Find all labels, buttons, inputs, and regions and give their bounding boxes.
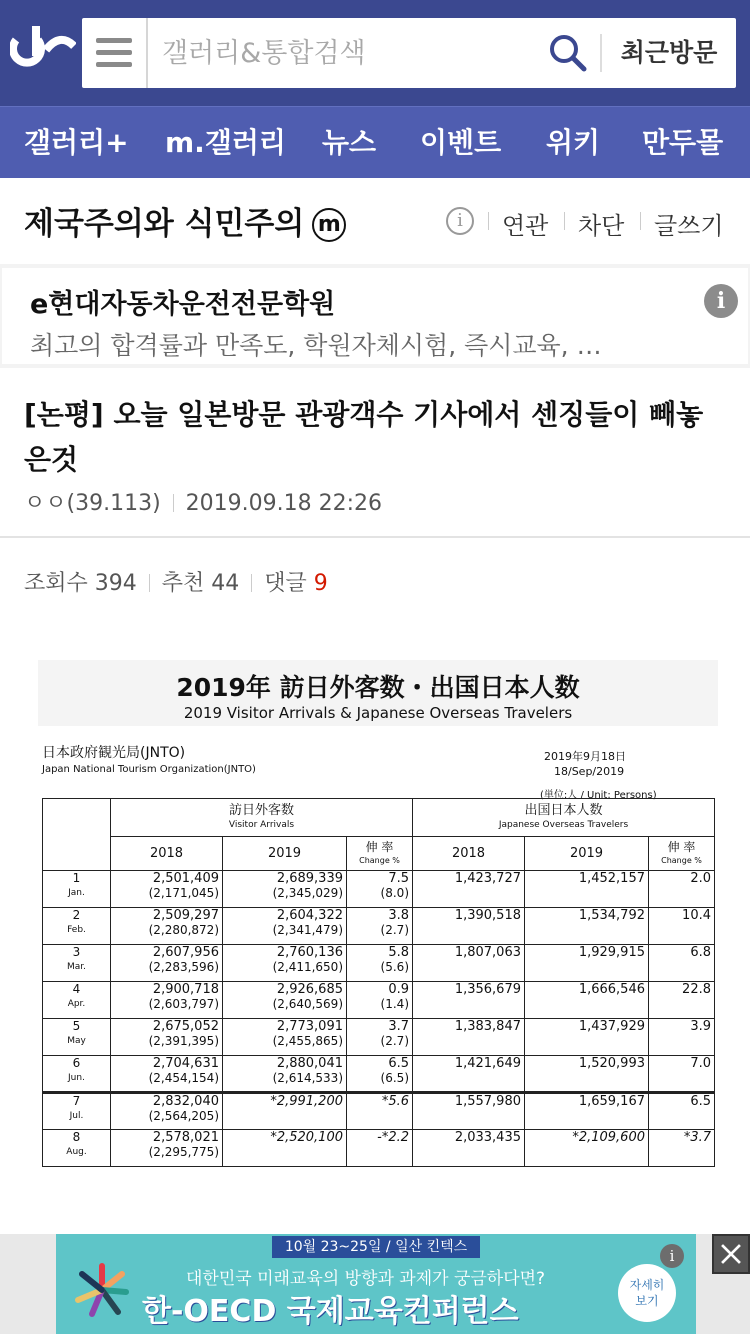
table-cell: 6.5 (6.5): [347, 1056, 413, 1093]
divider: [251, 574, 252, 592]
conference-logo-icon: [72, 1260, 132, 1320]
table-row: [43, 1093, 715, 1130]
post-author[interactable]: ㅇㅇ(39.113): [24, 491, 161, 516]
ad-card[interactable]: [2, 268, 748, 364]
table-cell: 7.0: [649, 1056, 715, 1093]
month-cell: 7 Jul.: [43, 1093, 111, 1130]
banner-info-icon[interactable]: i: [660, 1244, 684, 1268]
close-icon[interactable]: [712, 1234, 750, 1274]
bottom-banner: [0, 1234, 750, 1334]
banner-ad[interactable]: [56, 1234, 696, 1334]
post-meta: [24, 486, 382, 517]
table-row: [43, 908, 715, 945]
figure-date: 2019年9月18日: [544, 750, 626, 763]
table-cell: 2,675,052 (2,391,395): [111, 1019, 223, 1056]
table-cell: 2,760,136 (2,411,650): [223, 945, 347, 982]
figure-date-en: 18/Sep/2019: [554, 765, 625, 778]
table-cell: 6.8: [649, 945, 715, 982]
month-cell: 3 Mar.: [43, 945, 111, 982]
divider: [488, 212, 489, 230]
table-cell: 2,604,322 (2,341,479): [223, 908, 347, 945]
main-nav: [0, 106, 750, 178]
column-header: 2018: [111, 837, 223, 871]
top-header: [0, 0, 750, 106]
figure-org-en: Japan National Tourism Organization(JNTO): [42, 764, 256, 775]
nav-event[interactable]: 이벤트: [420, 126, 502, 159]
post-title: [논평] 오늘 일본방문 관광객수 기사에서 센징들이 빼놓은것: [24, 398, 704, 476]
minor-gallery-badge-icon: m: [312, 208, 346, 242]
table-cell: 2,578,021 (2,295,775): [111, 1130, 223, 1167]
table-cell: 2,501,409 (2,171,045): [111, 871, 223, 908]
dc-logo-icon[interactable]: [10, 26, 76, 78]
table-cell: 2,880,041 (2,614,533): [223, 1056, 347, 1093]
table-cell: 1,807,063: [413, 945, 525, 982]
month-cell: 1 Jan.: [43, 871, 111, 908]
table-row: [43, 1130, 715, 1167]
ad-info-icon[interactable]: i: [704, 284, 738, 318]
table-cell: 2,607,956 (2,283,596): [111, 945, 223, 982]
post-datetime: 2019.09.18 22:26: [185, 491, 383, 516]
banner-subtitle: 대한민국 미래교육의 방향과 과제가 궁금하다면?: [186, 1269, 546, 1289]
divider: [173, 494, 174, 512]
column-header: 伸 率 Change %: [649, 837, 715, 871]
search-input[interactable]: [162, 18, 542, 88]
nav-news[interactable]: 뉴스: [322, 126, 377, 159]
search-divider: [600, 34, 602, 72]
divider: [564, 212, 565, 230]
text-ad: [0, 264, 750, 368]
table-cell: 3.9: [649, 1019, 715, 1056]
table-cell: 1,929,915: [525, 945, 649, 982]
divider: [640, 212, 641, 230]
banner-more-button[interactable]: 자세히 보기: [618, 1264, 676, 1322]
search-icon[interactable]: [548, 33, 588, 73]
table-cell: *5.6: [347, 1093, 413, 1130]
table-cell: 2,832,040 (2,564,205): [111, 1093, 223, 1130]
month-cell: 4 Apr.: [43, 982, 111, 1019]
write-link[interactable]: 글쓰기: [654, 212, 724, 240]
post-stats: [24, 566, 328, 597]
table-cell: 2,704,631 (2,454,154): [111, 1056, 223, 1093]
nav-wiki[interactable]: 위키: [546, 126, 601, 159]
table-cell: 5.8 (5.6): [347, 945, 413, 982]
table-cell: 0.9 (1.4): [347, 982, 413, 1019]
table-cell: 2,900,718 (2,603,797): [111, 982, 223, 1019]
ad-description: 최고의 합격률과 만족도, 학원자체시험, 즉시교육, …: [30, 331, 602, 360]
table-cell: 1,421,649: [413, 1056, 525, 1093]
table-cell: 2,773,091 (2,455,865): [223, 1019, 347, 1056]
divider: [149, 574, 150, 592]
table-cell: -*2.2: [347, 1130, 413, 1167]
month-cell: 2 Feb.: [43, 908, 111, 945]
table-row: [43, 945, 715, 982]
nav-gallery-plus[interactable]: 갤러리+: [24, 126, 129, 159]
ad-title[interactable]: e현대자동차운전전문학원: [30, 289, 336, 320]
table-cell: 7.5 (8.0): [347, 871, 413, 908]
table-cell: 1,383,847: [413, 1019, 525, 1056]
related-link[interactable]: 연관: [502, 212, 549, 240]
gallery-title-text: 제국주의와 식민주의: [24, 206, 305, 242]
figure-title: 2019年 訪日外客数・出国日本人数: [176, 673, 580, 702]
table-cell: 22.8: [649, 982, 715, 1019]
figure-subtitle: 2019 Visitor Arrivals & Japanese Overseas Travelers: [183, 704, 573, 722]
table-cell: 1,557,980: [413, 1093, 525, 1130]
table-cell: 10.4: [649, 908, 715, 945]
table-row: [43, 871, 715, 908]
post-image[interactable]: [38, 660, 718, 1174]
table-cell: 2.0: [649, 871, 715, 908]
table-cell: 3.8 (2.7): [347, 908, 413, 945]
figure-unit: (単位:人 / Unit: Persons): [540, 790, 657, 801]
column-header: 2019: [223, 837, 347, 871]
recommend-count: 추천 44: [161, 571, 240, 596]
table-cell: 6.5: [649, 1093, 715, 1130]
table-row: [43, 1056, 715, 1093]
table-cell: 1,666,546: [525, 982, 649, 1019]
table-cell: *2,991,200: [223, 1093, 347, 1130]
month-cell: 5 May: [43, 1019, 111, 1056]
table-cell: 1,423,727: [413, 871, 525, 908]
gallery-title[interactable]: [24, 198, 346, 243]
table-cell: 2,509,297 (2,280,872): [111, 908, 223, 945]
comment-count[interactable]: 9: [313, 571, 328, 596]
month-cell: 8 Aug.: [43, 1130, 111, 1167]
banner-date: 10월 23~25일 / 일산 킨텍스: [272, 1236, 480, 1258]
comment-label[interactable]: 댓글: [264, 571, 307, 596]
table-cell: 2,689,339 (2,345,029): [223, 871, 347, 908]
table-row: [43, 982, 715, 1019]
post-header: [0, 368, 750, 538]
table-cell: 3.7 (2.7): [347, 1019, 413, 1056]
block-link[interactable]: 차단: [578, 212, 625, 240]
table-cell: 1,534,792: [525, 908, 649, 945]
table-cell: 1,520,993: [525, 1056, 649, 1093]
figure-header: [38, 660, 718, 726]
menu-icon[interactable]: [82, 18, 148, 88]
table-cell: 2,926,685 (2,640,569): [223, 982, 347, 1019]
visitor-group-header: 訪日外客数 Visitor Arrivals: [111, 799, 413, 837]
table-corner: [43, 799, 111, 871]
table-cell: 1,356,679: [413, 982, 525, 1019]
table-cell: 2,033,435: [413, 1130, 525, 1167]
nav-m-gallery[interactable]: m.갤러리: [165, 126, 286, 159]
column-header: 2018: [413, 837, 525, 871]
table-cell: *2,109,600: [525, 1130, 649, 1167]
table-row: [43, 1019, 715, 1056]
info-icon[interactable]: i: [446, 207, 474, 235]
figure-org: 日本政府観光局(JNTO): [42, 745, 186, 761]
column-header: 2019: [525, 837, 649, 871]
search-box: [82, 18, 736, 88]
table-cell: 1,452,157: [525, 871, 649, 908]
view-count: 조회수 394: [24, 571, 137, 596]
gallery-header: [0, 178, 750, 264]
japanese-group-header: 出国日本人数 Japanese Overseas Travelers: [413, 799, 715, 837]
nav-mandumall[interactable]: 만두몰: [642, 126, 724, 159]
banner-title: 한-OECD 국제교육컨퍼런스: [142, 1294, 519, 1329]
recent-visit-button[interactable]: 최근방문: [620, 38, 718, 67]
arrivals-table: [42, 798, 715, 1167]
column-header: 伸 率 Change %: [347, 837, 413, 871]
month-cell: 6 Jun.: [43, 1056, 111, 1093]
table-cell: 1,659,167: [525, 1093, 649, 1130]
table-cell: 1,437,929: [525, 1019, 649, 1056]
table-cell: 1,390,518: [413, 908, 525, 945]
table-group-header: [43, 799, 715, 837]
table-cell: *2,520,100: [223, 1130, 347, 1167]
table-cell: *3.7: [649, 1130, 715, 1167]
table-year-header: [43, 837, 715, 871]
